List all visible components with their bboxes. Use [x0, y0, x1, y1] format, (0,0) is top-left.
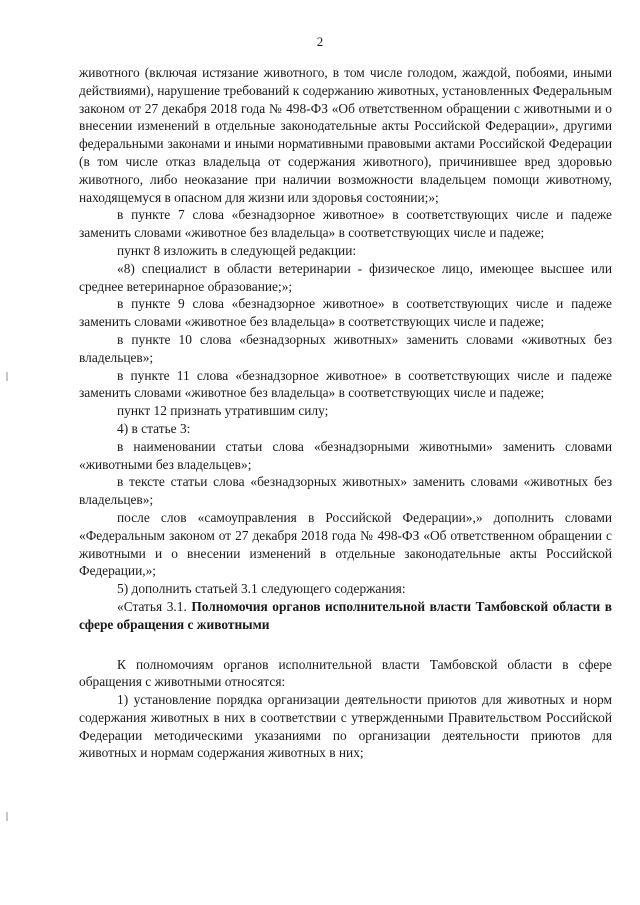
article-heading — [79, 598, 612, 634]
article-title: Полномочия органов исполнительной власти Тамбовской области в сфере обращения с животными — [79, 598, 612, 632]
paragraph: в пункте 7 слова «безнадзорное животное» в соответствующих числе и падеже заменить словами «животное без владельца» в соответствующих числе и падеже; — [79, 207, 612, 241]
paragraph: в пункте 11 слова «безнадзорное животное» в соответствующих числе и падеже заменить словами «животное без владельца» в соответствующих числе и падеже; — [79, 367, 612, 401]
document-body — [79, 64, 612, 762]
paragraph: в наименовании статьи слова «безнадзорными животными» заменить словами «животными без владельцев»; — [79, 438, 612, 472]
paragraph: 4) в статье 3: — [117, 420, 191, 436]
page-number: 2 — [316, 34, 324, 49]
article-prefix: «Статья 3.1. — [117, 598, 192, 614]
scan-margin-mark — [6, 812, 8, 821]
paragraph: пункт 12 признать утратившим силу; — [117, 403, 329, 419]
paragraph: пункт 8 изложить в следующей редакции: — [117, 242, 357, 258]
paragraph: в пункте 9 слова «безнадзорное животное» в соответствующих числе и падеже заменить словами «животное без владельца» в соответствующих числе и падеже; — [79, 296, 612, 330]
scan-margin-mark — [6, 372, 8, 381]
paragraph: в пункте 10 слова «безнадзорных животных» заменить словами «животных без владельцев»; — [79, 331, 612, 365]
paragraph: 5) дополнить статьей 3.1 следующего содержания: — [117, 581, 406, 597]
paragraph: 1) установление порядка организации деятельности приютов для животных и норм содержания животных в них в соответствии с утвержденными Правительством Российской Федерации методическими указаниями по организации деятельности приютов для животных и нормам содержания животных в них; — [79, 692, 612, 761]
paragraph: животного (включая истязание животного, в том числе голодом, жаждой, побоями, иными действиями), нарушение требований к содержанию животных, установленных Федеральным законом от 27 декабря 2018 года № 498-ФЗ «Об ответственном обращении с животными и о внесении изменений в отдельные законодательные акты Российской Федерации», другими федеральными законами и иными нормативными правовыми актами Российской Федерации (в том числе отказ владельца от содержания животного), причинившее вред здоровью животного, либо неоказание при наличии возможности владельцем помощи животному, находящемуся в опасном для жизни или здоровья состоянии;»; — [79, 65, 612, 205]
paragraph: «8) специалист в области ветеринарии - физическое лицо, имеющее высшее или среднее ветеринарное образование;»; — [79, 260, 612, 294]
paragraph: в тексте статьи слова «безнадзорных животных» заменить словами «животных без владельцев»; — [79, 474, 612, 508]
paragraph: К полномочиям органов исполнительной власти Тамбовской области в сфере обращения с животными относятся: — [79, 656, 612, 690]
paragraph: после слов «самоуправления в Российской Федерации»,» дополнить словами «Федеральным законом от 27 декабря 2018 года № 498-ФЗ «Об ответственном обращении с животными и о внесении изменений в отдельные законодательные акты Российской Федерации,»; — [79, 509, 612, 579]
